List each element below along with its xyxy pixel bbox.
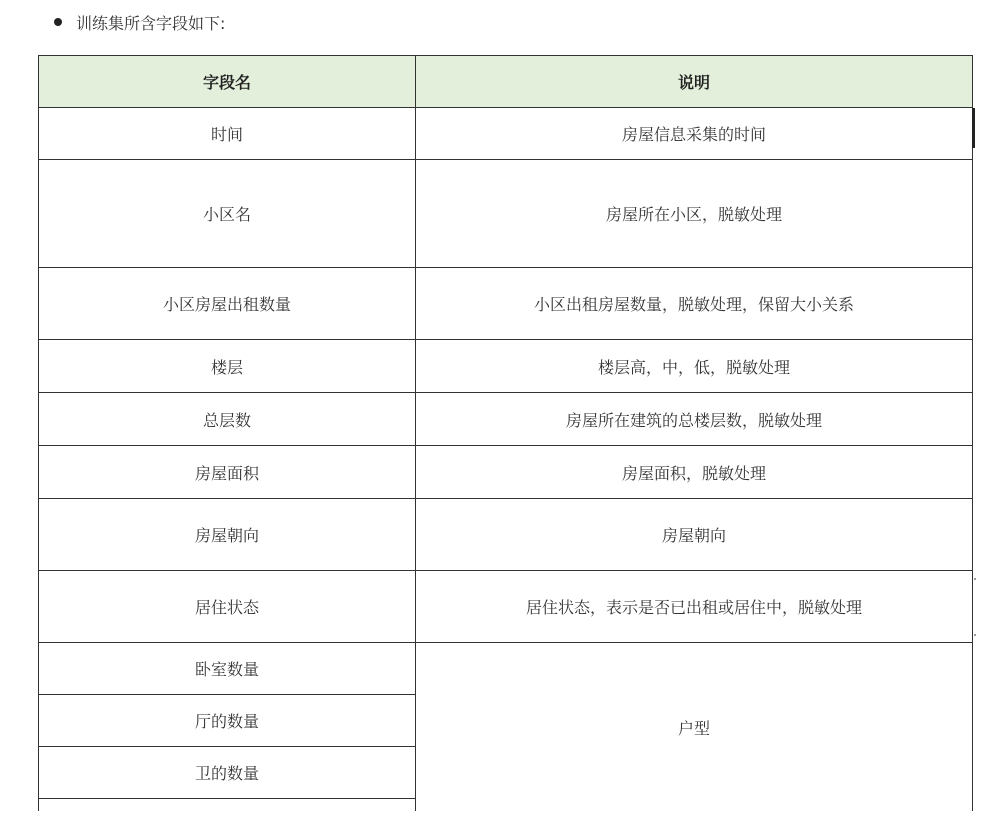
desc-cell-merged: 户型: [416, 643, 973, 812]
table-row: [39, 571, 973, 643]
field-cell: 厅的数量: [39, 695, 416, 747]
text-cursor: [972, 108, 975, 148]
table-header-row: [39, 56, 973, 108]
table-row: [39, 446, 973, 499]
header-field-name: 字段名: [39, 56, 416, 108]
field-cell: 小区房屋出租数量: [39, 268, 416, 340]
field-cell: 总层数: [39, 393, 416, 446]
desc-cell: 房屋所在建筑的总楼层数，脱敏处理: [416, 393, 973, 446]
table-row: [39, 268, 973, 340]
table-row: [39, 340, 973, 393]
table-row: [39, 160, 973, 268]
field-cell: 卧室数量: [39, 643, 416, 695]
field-cell: 时间: [39, 108, 416, 160]
desc-cell: 房屋面积，脱敏处理: [416, 446, 973, 499]
field-cell: 房屋朝向: [39, 499, 416, 571]
table-row: [39, 108, 973, 160]
bullet-item: [54, 10, 225, 34]
field-cell: 小区名: [39, 160, 416, 268]
desc-cell: 小区出租房屋数量，脱敏处理，保留大小关系: [416, 268, 973, 340]
table-row: [39, 499, 973, 571]
header-description: 说明: [416, 56, 973, 108]
field-cell: 卫的数量: [39, 747, 416, 799]
table-row: [39, 393, 973, 446]
field-cell: 居住状态: [39, 571, 416, 643]
field-cell: 楼层: [39, 340, 416, 393]
desc-cell: 房屋所在小区，脱敏处理: [416, 160, 973, 268]
fields-table-container: [38, 55, 972, 811]
fields-table: [38, 55, 973, 811]
scroll-marker: [974, 578, 976, 580]
desc-cell: 房屋信息采集的时间: [416, 108, 973, 160]
field-cell-partial: [39, 799, 416, 812]
table-row: [39, 643, 973, 695]
scroll-marker: [974, 634, 976, 636]
desc-cell: 房屋朝向: [416, 499, 973, 571]
intro-text: 训练集所含字段如下:: [76, 13, 226, 33]
desc-cell: 居住状态，表示是否已出租或居住中，脱敏处理: [416, 571, 973, 643]
field-cell: 房屋面积: [39, 446, 416, 499]
desc-cell: 楼层高，中，低，脱敏处理: [416, 340, 973, 393]
bullet-dot-icon: [54, 18, 62, 26]
